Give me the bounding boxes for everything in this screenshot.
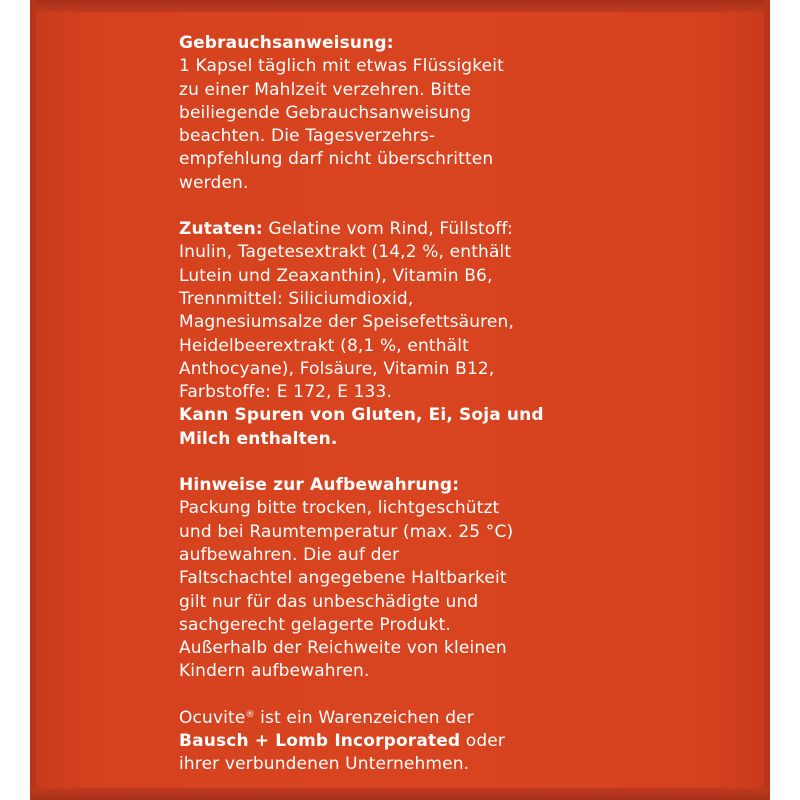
ingredients-line: Heidelbeerextrakt (8,1 %, enthält <box>179 335 469 356</box>
registered-mark: ® <box>245 709 255 720</box>
storage-line: gilt nur für das unbeschädigte und <box>179 591 479 612</box>
ingredients-line: Anthocyane), Folsäure, Vitamin B12, <box>179 358 495 379</box>
ingredients-line: Inulin, Tagetesextrakt (14,2 %, enthält <box>179 242 512 263</box>
usage-line: zu einer Mahlzeit verzehren. Bitte <box>179 79 472 100</box>
storage-line: Kindern aufbewahren. <box>179 661 370 682</box>
ingredients-line: Trennmittel: Siliciumdioxid, <box>179 288 414 309</box>
package-bottom-fold <box>30 788 770 800</box>
usage-line: 1 Kapsel täglich mit etwas Flüssigkeit <box>179 56 504 77</box>
allergen-warning: Kann Spuren von Gluten, Ei, Soja und <box>179 405 544 426</box>
storage-line: Packung bitte trocken, lichtgeschützt <box>179 498 500 519</box>
storage-line: sachgerecht gelagerte Produkt. <box>179 614 452 635</box>
storage-line: Faltschachtel angegebene Haltbarkeit <box>179 568 507 589</box>
trademark-text: ist ein Warenzeichen der <box>254 707 474 728</box>
allergen-warning: Milch enthalten. <box>179 428 338 449</box>
usage-line: beachten. Die Tagesverzehrs- <box>179 126 436 147</box>
usage-heading: Gebrauchsanweisung: <box>179 33 394 53</box>
trademark-line <box>179 707 599 730</box>
usage-line: werden. <box>179 172 249 193</box>
storage-heading: Hinweise zur Aufbewahrung: <box>179 475 460 496</box>
trademark-line <box>179 730 599 753</box>
section-spacer <box>179 451 599 474</box>
ingredients-line: Lutein und Zeaxanthin), Vitamin B6, <box>179 265 493 286</box>
package-right-edge <box>764 0 770 800</box>
company-name: Bausch + Lomb Incorporated <box>179 731 461 752</box>
storage-line: Außerhalb der Reichweite von kleinen <box>179 638 507 659</box>
trademark-text: oder <box>460 731 506 752</box>
ingredients-heading: Zutaten: <box>179 219 263 240</box>
storage-line: und bei Raumtemperatur (max. 25 °C) <box>179 521 514 542</box>
package-top-fold <box>30 0 770 12</box>
brand-name: Ocuvite <box>179 707 246 728</box>
ingredients-text: Gelatine vom Rind, Füllstoff: <box>262 219 513 240</box>
package-left-edge <box>30 0 36 800</box>
section-spacer <box>179 195 599 218</box>
usage-line: empfehlung darf nicht überschritten <box>179 149 494 170</box>
package-text <box>179 32 599 777</box>
ingredients-line: Magnesiumsalze der Speisefettsäuren, <box>179 312 515 333</box>
trademark-line: ihrer verbundenen Unternehmen. <box>179 754 470 775</box>
storage-line: aufbewahren. Die auf der <box>179 544 400 565</box>
section-spacer <box>179 684 599 707</box>
usage-line: beiliegende Gebrauchsanweisung <box>179 102 472 123</box>
ingredients-line: Farbstoffe: E 172, E 133. <box>179 382 393 403</box>
ingredients-first-line <box>179 218 599 241</box>
